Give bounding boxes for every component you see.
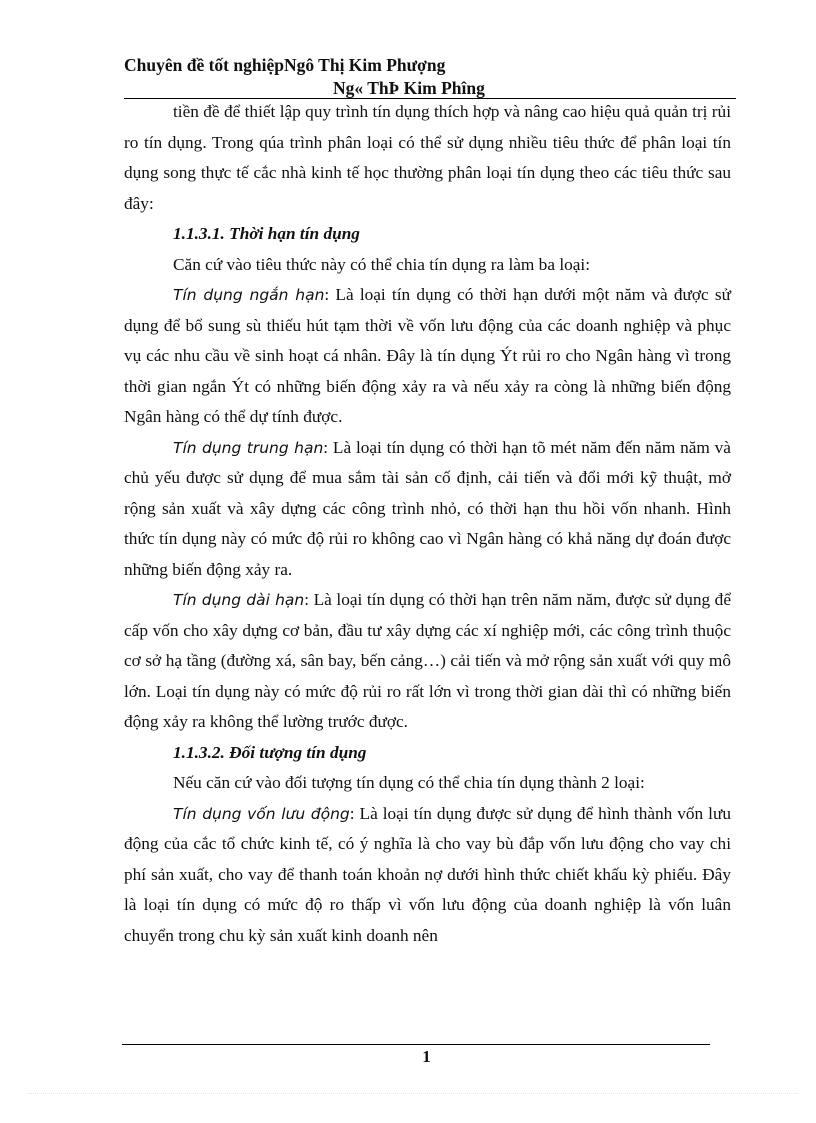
term-medium-term: Tín dụng trung hạn [173, 438, 324, 457]
footer-divider [122, 1044, 710, 1045]
document-body [124, 97, 731, 951]
page-bottom-border [28, 1093, 798, 1094]
page-header [124, 54, 734, 100]
term-working-capital: Tín dụng vốn lưu động [173, 804, 350, 823]
page-number: 1 [422, 1047, 431, 1066]
paragraph-working-capital-text: : Là loại tín dụng được sử dụng để hình thành vốn lưu động của cắc tổ chức kinh tế, có ý nghĩa là cho vay bù đắp vốn lưu động cho vay chi phí sản xuất, cho vay để thanh toán khoản nợ dưới hình thức chiết khấu kỳ phiếu. Đây là loại tín dụng có mức độ ro thấp vì vốn lưu động của doanh nghiệp là vốn luân chuyển trong chu kỳ sản xuất kinh doanh nên [124, 803, 731, 945]
paragraph-long-term-text: : Là loại tín dụng có thời hạn trên năm năm, được sử dụng để cấp vốn cho xây dựng cơ bản, đầu tư xây dựng các xí nghiệp mới, các công trình thuộc cơ sở hạ tầng (đường xá, sân bay, bến cảng…) cải tiến và mở rộng sản xuất với quy mô lớn. Loại tín dụng này có mức độ rủi ro rất lớn vì trong thời gian dài thì có những biến động xảy ra không thể lường trước được. [124, 590, 731, 731]
paragraph-working-capital [124, 799, 731, 952]
paragraph-short-term [124, 280, 731, 433]
header-title: Chuyên đề tốt nghiệpNgô Thị Kim Phượng [124, 55, 446, 75]
paragraph-intro: tiền đề để thiết lập quy trình tín dụng thích hợp và nâng cao hiệu quả quản trị rủi ro tín dụng. Trong qúa trình phân loại có thể sử dụng nhiều tiêu thức để phân loại tín dụng song thực tế cắc nhà kinh tế học thường phân loại tín dụng theo các tiêu thức sau đây: [124, 102, 731, 213]
term-short-term: Tín dụng ngắn hạn [173, 286, 325, 304]
paragraph-long-term [124, 585, 731, 738]
section-heading-doi-tuong: 1.1.3.2. Đối tượng tín dụng [173, 742, 367, 762]
header-author: Ng« ThÞ Kim Phîng [333, 78, 485, 98]
section-heading-thoi-han: 1.1.3.1. Thời hạn tín dụng [173, 224, 360, 243]
paragraph-two-types: Nếu căn cứ vào đối tượng tín dụng có thể chia tín dụng thành 2 loại: [173, 773, 645, 792]
paragraph-medium-term-text: : Là loại tín dụng có thời hạn tõ mét năm đến năm năm và chủ yếu được sử dụng để mua sắm tài sản cố định, cải tiến và đổi mới kỹ thuật, mở rộng sản xuất và xây dựng các công trình nhỏ, có thời hạn thu hồi vốn nhanh. Hình thức tín dụng này có mức độ rủi ro không cao vì Ngân hàng có khả năng dự đoán được những biến động xảy ra. [124, 437, 731, 579]
paragraph-short-term-text: : Là loại tín dụng có thời hạn dưới một năm và được sử dụng để bổ sung sù thiếu hút tạm thời về vốn lưu động của các doanh nghiệp và phục vụ các nhu cầu về sinh hoạt cá nhân. Đây là tín dụng Ýt rủi ro cho Ngân hàng vì trong thời gian ngắn Ýt có những biến động xảy ra và nếu xảy ra còng là những biến động Ngân hàng có thể dự tính được. [124, 285, 731, 426]
term-long-term: Tín dụng dài hạn [173, 591, 305, 609]
paragraph-three-types: Căn cứ vào tiêu thức này có thể chia tín dụng ra làm ba loại: [173, 254, 591, 274]
paragraph-medium-term [124, 433, 731, 586]
